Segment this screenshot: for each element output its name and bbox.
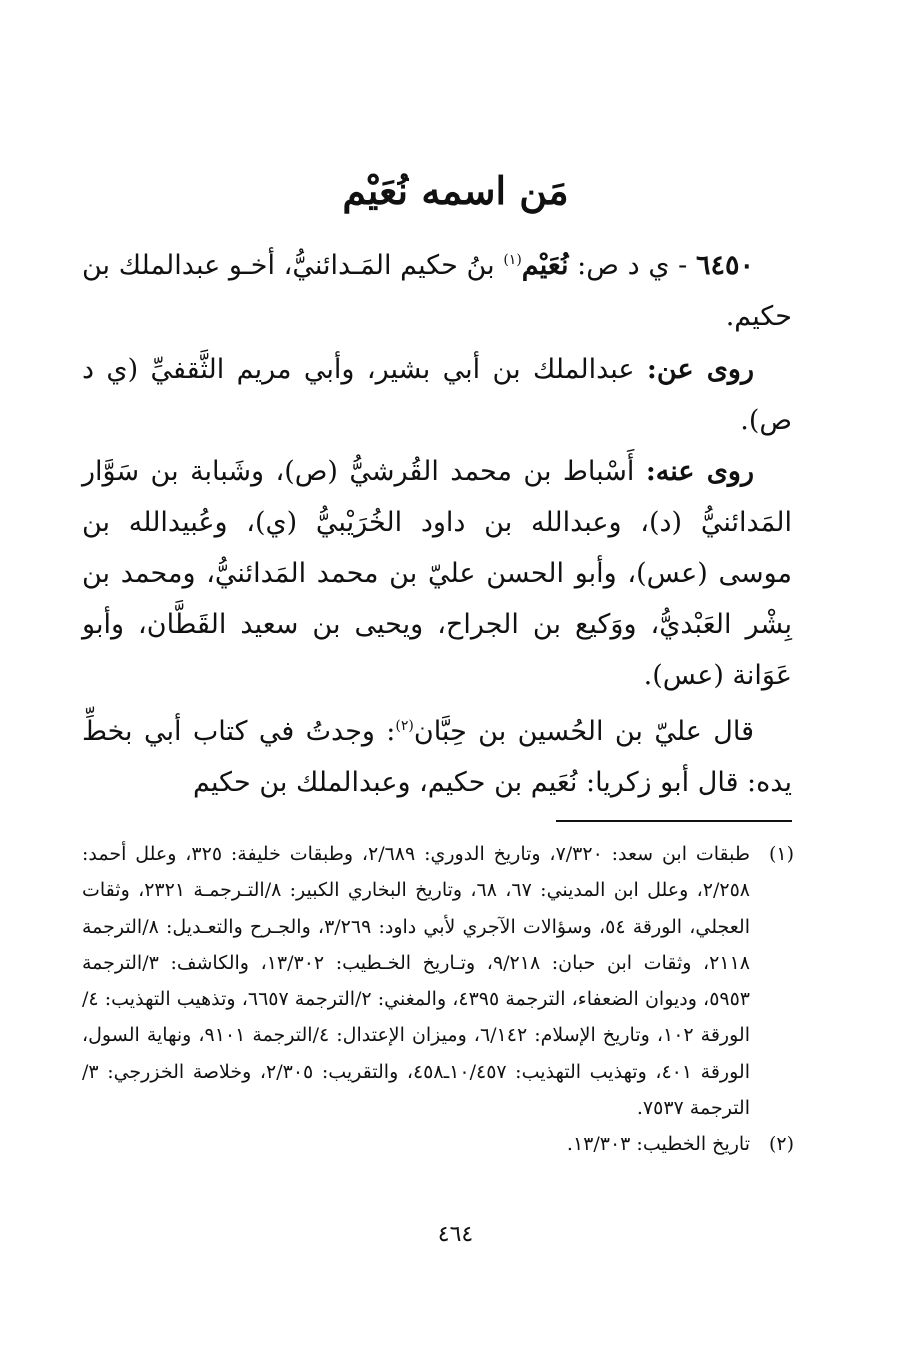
entry-symbols: - ي د ص: — [577, 250, 688, 281]
narrated-from-text: عبدالملك بن أبي بشير، وأبي مريم الثَّقفيِّ (ي د ص). — [82, 354, 792, 436]
footnote-number: (١) — [768, 843, 794, 865]
narrated-from-paragraph — [82, 344, 792, 446]
narrated-by-paragraph — [82, 446, 792, 701]
footnote-text: طبقات ابن سعد: ٧/٣٢٠، وتاريخ الدوري: ٢/٦٨٩، وطبقات خليفة: ٣٢٥، وعلل أحمد: ٢/٢٥٨، وعلل ابن المديني: ٦٧، ٦٨، وتاريخ البخاري الكبير: ٨/التـرجمـة ٢٣٢١، وثقات العجلي، الورقة ٥٤، وسؤالات الآجري لأبي داود: ٣/٢٦٩، والجـرح والتعـديل: ٨/الترجمة ٢١١٨، وثقات ابن حبان: ٩/٢١٨، وتـاريخ الخـطيب: ١٣/٣٠٢، والكاشف: ٣/الترجمة ٥٩٥٣، وديوان الضعفاء، الترجمة ٤٣٩٥، والمغني: ٢/الترجمة ٦٦٥٧، وتذهيب التهذيب: ٤/الورقة ١٠٢، وتاريخ الإسلام: ٦/١٤٢، وميزان الإعتدال: ٤/الترجمة ٩١٠١، ونهاية السول، الورقة ٤٠١، وتهذيب التهذيب: ١٠/٤٥٧ـ٤٥٨، والتقريب: ٢/٣٠٥، وخلاصة الخزرجي: ٣/الترجمة ٧٥٣٧. — [82, 843, 751, 1120]
entry-name: نُعَيْم — [521, 250, 569, 281]
footnote-item — [82, 1126, 794, 1162]
biography-entry — [82, 240, 792, 342]
quote-paragraph — [82, 706, 792, 808]
narrated-by-text: أَسْباط بن محمد القُرشيُّ (ص)، وشَبابة بن سَوَّار المَدائنيُّ (د)، وعبدالله بن داود الخُرَيْبيُّ (ي)، وعُبيدالله بن موسى (عس)، وأبو الحسن عليّ بن محمد المَدائنيُّ، ومحمد بن بِشْر العَبْديُّ، ووَكيع بن الجراح، ويحيى بن سعيد القَطَّان، وأبو عَوَانة (عس). — [82, 456, 792, 691]
footnote-text: تاريخ الخطيب: ١٣/٣٠٣. — [566, 1133, 750, 1156]
footnote-item — [82, 836, 794, 1126]
entry-lineage: بنُ حكيم المَـدائنيُّ، أخـو عبدالملك بن حكيم. — [82, 250, 792, 332]
footnote-number: (٢) — [768, 1133, 794, 1156]
quote-attribution: قال عليّ بن الحُسين بن حِبَّان — [413, 716, 754, 747]
footnotes — [82, 836, 794, 1163]
narrated-from-label: روى عن: — [646, 354, 754, 385]
entry-number: ٦٤٥٠ — [695, 250, 754, 281]
footnote-separator — [556, 820, 792, 822]
footnote-ref-1[interactable]: (١) — [503, 252, 522, 268]
page-number: ٤٦٤ — [437, 1222, 474, 1247]
section-title: مَن اسمه نُعَيْم — [342, 168, 569, 213]
quote-text: : وجدتُ في كتاب أبي بخطِّ يده: قال أبو زكريا: نُعَيم بن حكيم، وعبدالملك بن حكيم — [82, 716, 792, 798]
footnote-ref-2[interactable]: (٢) — [395, 718, 414, 734]
narrated-by-label: روى عنه: — [645, 456, 755, 487]
